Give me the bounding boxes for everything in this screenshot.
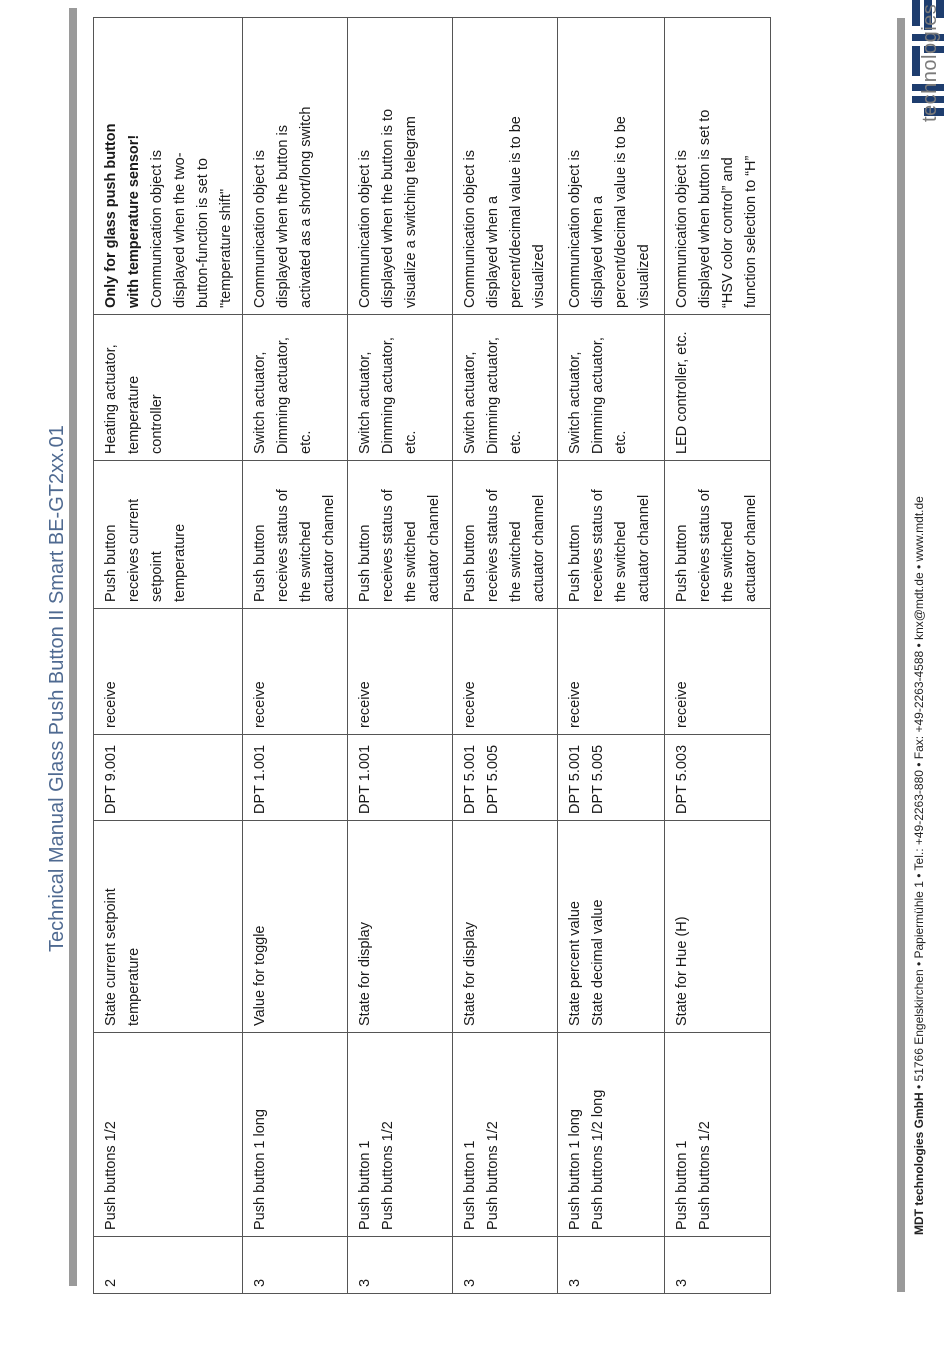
cell-name: Value for toggle: [243, 821, 348, 1033]
table-row: [665, 18, 771, 1294]
cell-dpt: DPT 1.001: [243, 735, 348, 821]
communication-objects-table: [93, 17, 771, 1294]
cell-number: 3: [243, 1237, 348, 1294]
cell-function: Push button receives status of the switched actuator channel: [453, 461, 558, 609]
cell-usage: Switch actuator, Dimming actuator, etc.: [453, 315, 558, 461]
cell-note: Communication object is displayed when a percent/decimal value is to be visualized: [558, 18, 665, 315]
cell-function: Push button receives status of the switched actuator channel: [348, 461, 453, 609]
cell-direction: receive: [558, 609, 665, 735]
right-rule: [897, 18, 905, 1292]
cell-number: 3: [453, 1237, 558, 1294]
page-header-title: Technical Manual Glass Push Button II Smart BE-GT2xx.01: [46, 425, 68, 952]
cell-direction: receive: [453, 609, 558, 735]
cell-usage: Switch actuator, Dimming actuator, etc.: [243, 315, 348, 461]
logo-text: technologies: [919, 3, 941, 122]
cell-dpt: DPT 5.001 DPT 5.005: [558, 735, 665, 821]
cell-dpt: DPT 9.001: [94, 735, 243, 821]
cell-buttons: Push buttons 1/2: [94, 1033, 243, 1237]
cell-note: [94, 18, 243, 315]
cell-direction: receive: [348, 609, 453, 735]
cell-usage: Switch actuator, Dimming actuator, etc.: [558, 315, 665, 461]
cell-number: 2: [94, 1237, 243, 1294]
cell-number: 3: [348, 1237, 453, 1294]
cell-buttons: Push button 1 Push buttons 1/2: [453, 1033, 558, 1237]
note-text: Communication object is displayed when the two- button-function is set to "temperature shift": [149, 150, 234, 308]
cell-function: Push button receives status of the switched actuator channel: [558, 461, 665, 609]
table-row: [348, 18, 453, 1294]
cell-name: State for display: [348, 821, 453, 1033]
cell-name: State current setpoint temperature: [94, 821, 243, 1033]
page-footer: [911, 355, 927, 1235]
cell-note: Communication object is displayed when button is set to “HSV color control” and function selection to “H”: [665, 18, 771, 315]
cell-dpt: DPT 5.003: [665, 735, 771, 821]
cell-function: Push button receives current setpoint temperature: [94, 461, 243, 609]
cell-buttons: Push button 1 long Push buttons 1/2 long: [558, 1033, 665, 1237]
cell-note: Communication object is displayed when a percent/decimal value is to be visualized: [453, 18, 558, 315]
cell-name: State percent value State decimal value: [558, 821, 665, 1033]
communication-objects-table-wrapper: [93, 18, 766, 1294]
cell-buttons: Push button 1 long: [243, 1033, 348, 1237]
cell-direction: receive: [94, 609, 243, 735]
cell-direction: receive: [665, 609, 771, 735]
cell-note: Communication object is displayed when the button is to visualize a switching telegram: [348, 18, 453, 315]
cell-usage: Heating actuator, temperature controller: [94, 315, 243, 461]
left-rule: [69, 8, 77, 1286]
cell-name: State for Hue (H): [665, 821, 771, 1033]
cell-dpt: DPT 5.001 DPT 5.005: [453, 735, 558, 821]
cell-name: State for display: [453, 821, 558, 1033]
cell-function: Push button receives status of the switched actuator channel: [665, 461, 771, 609]
footer-details: • 51766 Engelskirchen • Papiermühle 1 • Tel.: +49-2263-880 • Fax: +49-2263-4588 • knx@mdt.de • www.mdt.de: [912, 496, 926, 1093]
cell-usage: LED controller, etc.: [665, 315, 771, 461]
cell-number: 3: [558, 1237, 665, 1294]
table-row: [558, 18, 665, 1294]
cell-dpt: DPT 1.001: [348, 735, 453, 821]
footer-company: MDT technologies GmbH: [912, 1092, 926, 1235]
cell-number: 3: [665, 1237, 771, 1294]
cell-direction: receive: [243, 609, 348, 735]
cell-buttons: Push button 1 Push buttons 1/2: [665, 1033, 771, 1237]
cell-usage: Switch actuator, Dimming actuator, etc.: [348, 315, 453, 461]
note-bold: Only for glass push button with temperature sensor!: [103, 123, 142, 308]
table-row: [94, 18, 243, 1294]
table-row: [453, 18, 558, 1294]
cell-note: Communication object is displayed when the button is activated as a short/long switch: [243, 18, 348, 315]
cell-function: Push button receives status of the switched actuator channel: [243, 461, 348, 609]
table-row: [243, 18, 348, 1294]
cell-buttons: Push button 1 Push buttons 1/2: [348, 1033, 453, 1237]
